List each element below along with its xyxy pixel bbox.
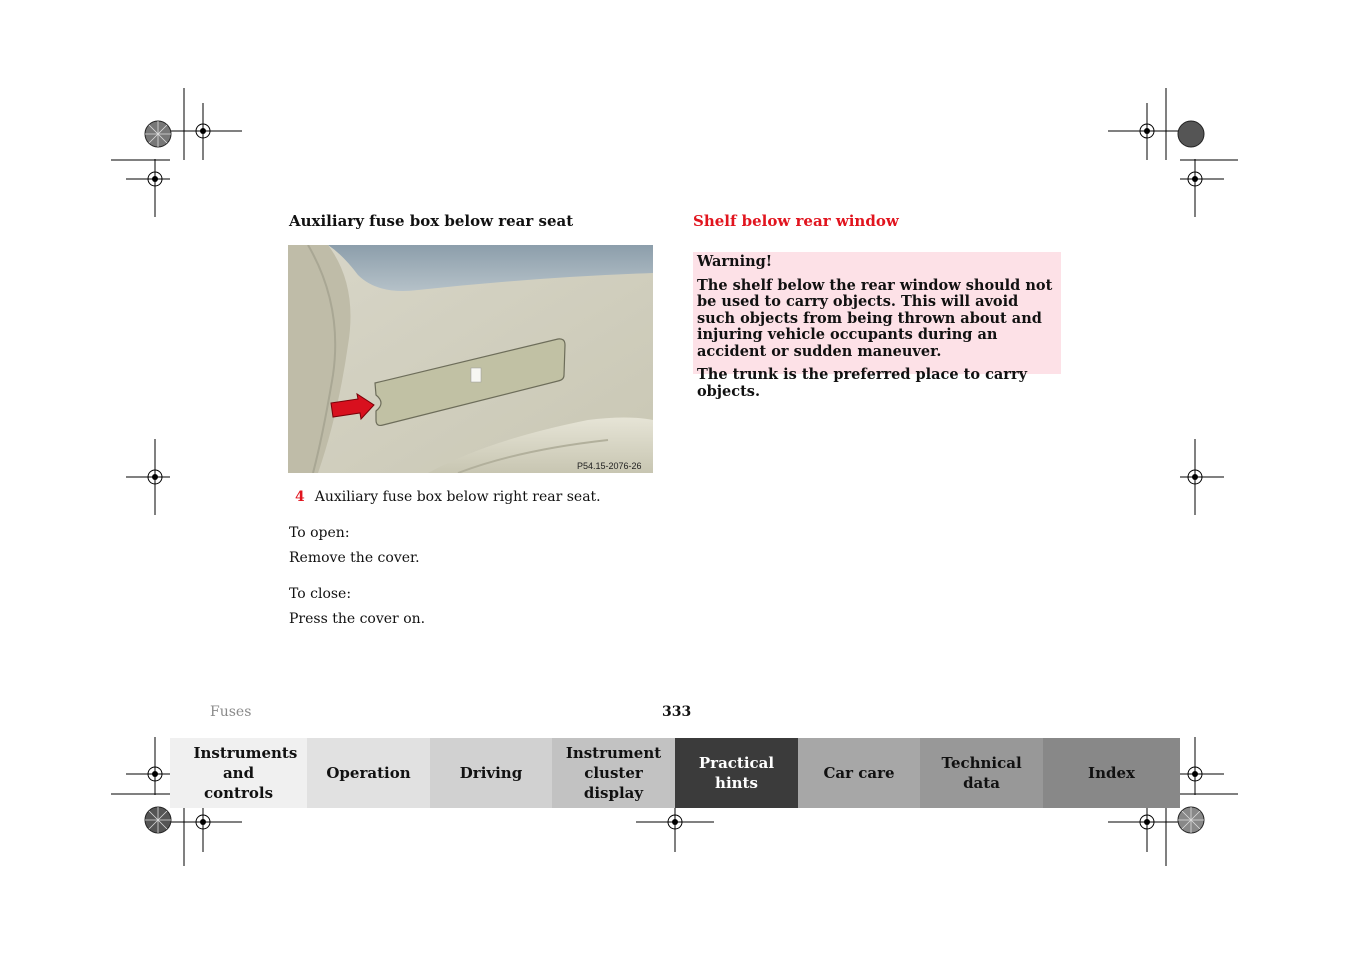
footer-section-label: Fuses	[210, 704, 252, 720]
tab-index[interactable]	[1043, 738, 1180, 808]
warning-note: The trunk is the preferred place to carry objects.	[697, 366, 1028, 400]
tab-operation[interactable]	[307, 738, 430, 808]
caption-number: 4	[295, 489, 305, 505]
tab-label: Index	[1088, 764, 1135, 782]
tab-instruments-and-controls[interactable]	[170, 738, 307, 808]
warning-title: Warning!	[697, 253, 773, 270]
tab-label: Driving	[459, 764, 523, 782]
tab-label: Instrument cluster display	[565, 744, 662, 802]
tab-car-care[interactable]	[798, 738, 920, 808]
tab-label: Technical data	[941, 754, 1022, 792]
tab-label: Instruments and controls	[193, 744, 298, 802]
tab-label: Operation	[326, 764, 411, 782]
warning-body: The shelf below the rear window should not be used to carry objects. This will avoid such objects from being thrown about and injuring vehicle occupants during an accident or sudden maneuver.	[697, 276, 1053, 360]
tab-driving[interactable]	[430, 738, 552, 808]
tab-label: Car care	[823, 764, 895, 782]
page-number: 333	[662, 704, 692, 720]
tab-technical-data[interactable]	[920, 738, 1043, 808]
open-step: Remove the cover.	[289, 550, 420, 566]
section-heading-fuse-box: Auxiliary fuse box below rear seat	[289, 212, 574, 230]
chapter-nav-bar	[170, 738, 1180, 808]
section-heading-shelf: Shelf below rear window	[693, 212, 899, 230]
close-label: To close:	[289, 586, 352, 602]
fuse-box-illustration	[288, 245, 653, 473]
tab-practical-hints[interactable]	[675, 738, 798, 808]
figure-caption	[295, 489, 601, 505]
open-label: To open:	[289, 525, 350, 541]
warning-box	[693, 252, 1061, 400]
close-step: Press the cover on.	[289, 611, 426, 627]
tab-label: Practical hints	[698, 754, 775, 792]
figure-code: P54.15-2076-26	[577, 461, 642, 471]
caption-text: Auxiliary fuse box below right rear seat.	[314, 489, 601, 505]
tab-instrument-cluster-display[interactable]	[552, 738, 675, 808]
